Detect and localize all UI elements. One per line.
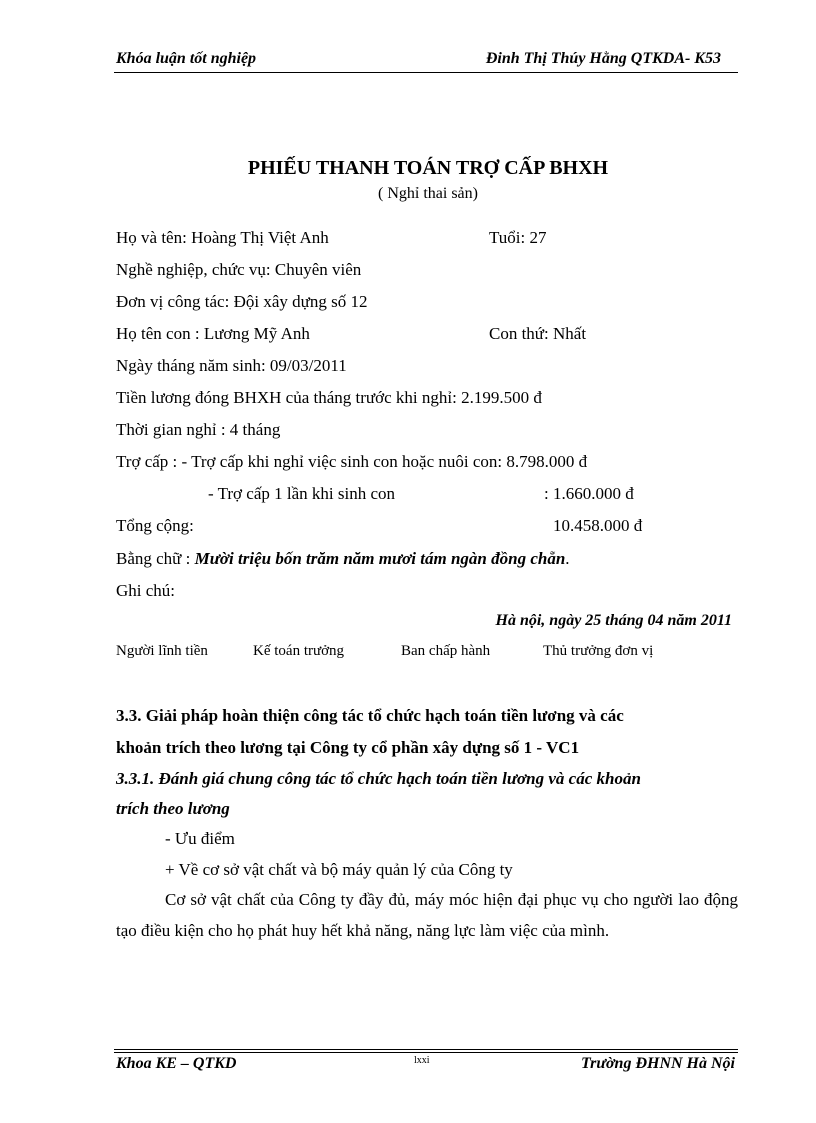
body-paragraph: Cơ sở vật chất của Công ty đầy đủ, máy móc hiện đại phục vụ cho người lao động tạo điều kiện cho họ phát huy hết khả năng, năng lực làm việc của mình. [116, 890, 738, 940]
signature-executive-board: Ban chấp hành [401, 643, 491, 659]
signature-chief-accountant: Kế toán trưởng [253, 643, 345, 659]
footer-rule-top [114, 1049, 738, 1050]
child-order-field: Con thứ: Nhất [489, 324, 587, 343]
unit-field: Đơn vị công tác: Đội xây dựng số 12 [116, 292, 368, 311]
salary-field: Tiền lương đóng BHXH của tháng trước khi nghỉ: 2.199.500 đ [116, 388, 542, 407]
birth-date-field: Ngày tháng năm sinh: 09/03/2011 [116, 356, 347, 375]
page-number: lxxi [414, 1055, 430, 1066]
footer-rule-bottom [114, 1052, 738, 1053]
header-left: Khóa luận tốt nghiệp [116, 50, 257, 67]
in-words-line [116, 549, 570, 569]
allowance-1-field: Trợ cấp : - Trợ cấp khi nghỉ việc sinh con hoặc nuôi con: 8.798.000 đ [116, 452, 588, 471]
in-words-value: Mười triệu bốn trăm năm mươi tám ngàn đồng chẵn [194, 549, 566, 568]
section-heading-line2: khoản trích theo lương tại Công ty cổ phần xây dựng số 1 - VC1 [116, 738, 580, 757]
footer-right: Trường ĐHNN Hà Nội [580, 1055, 735, 1072]
name-field: Họ và tên: Hoàng Thị Việt Anh [116, 228, 329, 247]
item-advantages: - Ưu điểm [165, 829, 235, 848]
footer-left: Khoa KE – QTKD [116, 1055, 237, 1072]
form-title: PHIẾU THANH TOÁN TRỢ CẤP BHXH [247, 157, 609, 179]
total-value: 10.458.000 đ [553, 516, 643, 535]
subsection-heading-line2: trích theo lương [116, 799, 230, 818]
item-facilities: + Về cơ sở vật chất và bộ máy quản lý của Công ty [165, 860, 513, 879]
allowance-2-value: : 1.660.000 đ [544, 484, 634, 503]
signature-receiver: Người lĩnh tiền [116, 643, 208, 659]
header-rule [114, 72, 738, 73]
in-words-label: Bằng chữ : [116, 549, 195, 568]
subsection-heading-line1: 3.3.1. Đánh giá chung công tác tổ chức hạch toán tiền lương và các khoản [116, 769, 641, 788]
in-words-end: . [565, 549, 570, 568]
place-date: Hà nội, ngày 25 tháng 04 năm 2011 [495, 612, 732, 629]
signature-unit-head: Thủ trưởng đơn vị [543, 643, 654, 659]
header-right: Đinh Thị Thúy Hằng QTKDA- K53 [485, 50, 721, 67]
form-subtitle: ( Nghỉ thai sản) [378, 185, 478, 202]
allowance-2-label: - Trợ cấp 1 lần khi sinh con [208, 484, 396, 503]
age-field: Tuổi: 27 [489, 228, 547, 247]
job-field: Nghề nghiệp, chức vụ: Chuyên viên [116, 260, 362, 279]
leave-time-field: Thời gian nghỉ : 4 tháng [116, 420, 281, 439]
note-label: Ghi chú: [116, 581, 176, 600]
total-label: Tổng cộng: [116, 516, 194, 535]
child-name-field: Họ tên con : Lương Mỹ Anh [116, 324, 310, 343]
section-heading-line1: 3.3. Giải pháp hoàn thiện công tác tổ chức hạch toán tiền lương và các [116, 706, 624, 725]
